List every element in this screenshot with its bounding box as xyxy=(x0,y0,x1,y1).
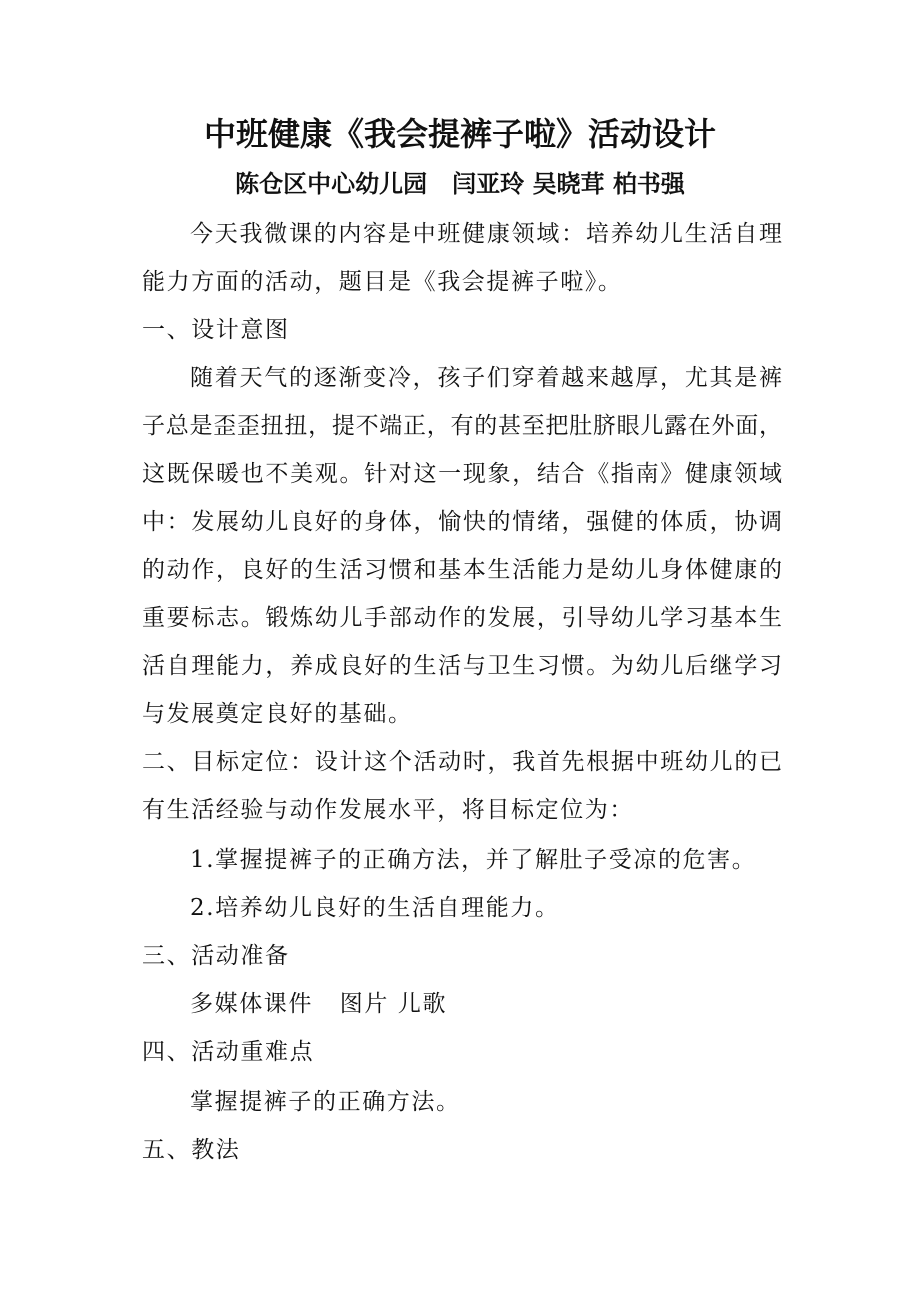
key-points-text: 掌握提裤子的正确方法。 xyxy=(190,1089,461,1115)
paragraph-line: 与发展奠定良好的基础。 xyxy=(142,701,413,727)
goal-item-2: 2.培养幼儿良好的生活自理能力。 xyxy=(190,895,560,921)
paragraph-line: 中：发展幼儿良好的身体，愉快的情绪，强健的体质，协调 xyxy=(142,509,782,535)
paragraph-line: 重要标志。锻炼幼儿手部动作的发展，引导幼儿学习基本生 xyxy=(142,605,782,631)
section-heading-methods: 五、教法 xyxy=(142,1137,241,1163)
document-authors: 陈仓区中心幼儿园 闫亚玲 吴晓茸 柏书强 xyxy=(235,169,685,198)
paragraph-line: 的动作，良好的生活习惯和基本生活能力是幼儿身体健康的 xyxy=(142,557,782,583)
paragraph-line: 有生活经验与动作发展水平，将目标定位为： xyxy=(142,797,634,823)
intro-line-2: 能力方面的活动，题目是《我会提裤子啦》。 xyxy=(142,269,623,295)
section-heading-preparation: 三、活动准备 xyxy=(142,943,290,969)
section-heading-key-points: 四、活动重难点 xyxy=(142,1039,315,1065)
section-heading-design-intent: 一、设计意图 xyxy=(142,317,290,343)
intro-line-1: 今天我微课的内容是中班健康领域：培养幼儿生活自理 xyxy=(190,221,782,247)
paragraph-line: 这既保暖也不美观。针对这一现象，结合《指南》健康领域 xyxy=(142,461,782,487)
paragraph-line: 活自理能力，养成良好的生活与卫生习惯。为幼儿后继学习 xyxy=(142,653,782,679)
goal-item-1: 1.掌握提裤子的正确方法，并了解肚子受凉的危害。 xyxy=(190,847,757,873)
document-title: 中班健康《我会提裤子啦》活动设计 xyxy=(203,115,716,153)
paragraph-line: 子总是歪歪扭扭，提不端正，有的甚至把肚脐眼儿露在外面， xyxy=(142,413,782,439)
preparation-list: 多媒体课件 图片 儿歌 xyxy=(190,991,448,1017)
paragraph-line: 随着天气的逐渐变冷，孩子们穿着越来越厚，尤其是裤 xyxy=(190,365,782,391)
section-heading-goals: 二、目标定位：设计这个活动时，我首先根据中班幼儿的已 xyxy=(142,749,782,775)
